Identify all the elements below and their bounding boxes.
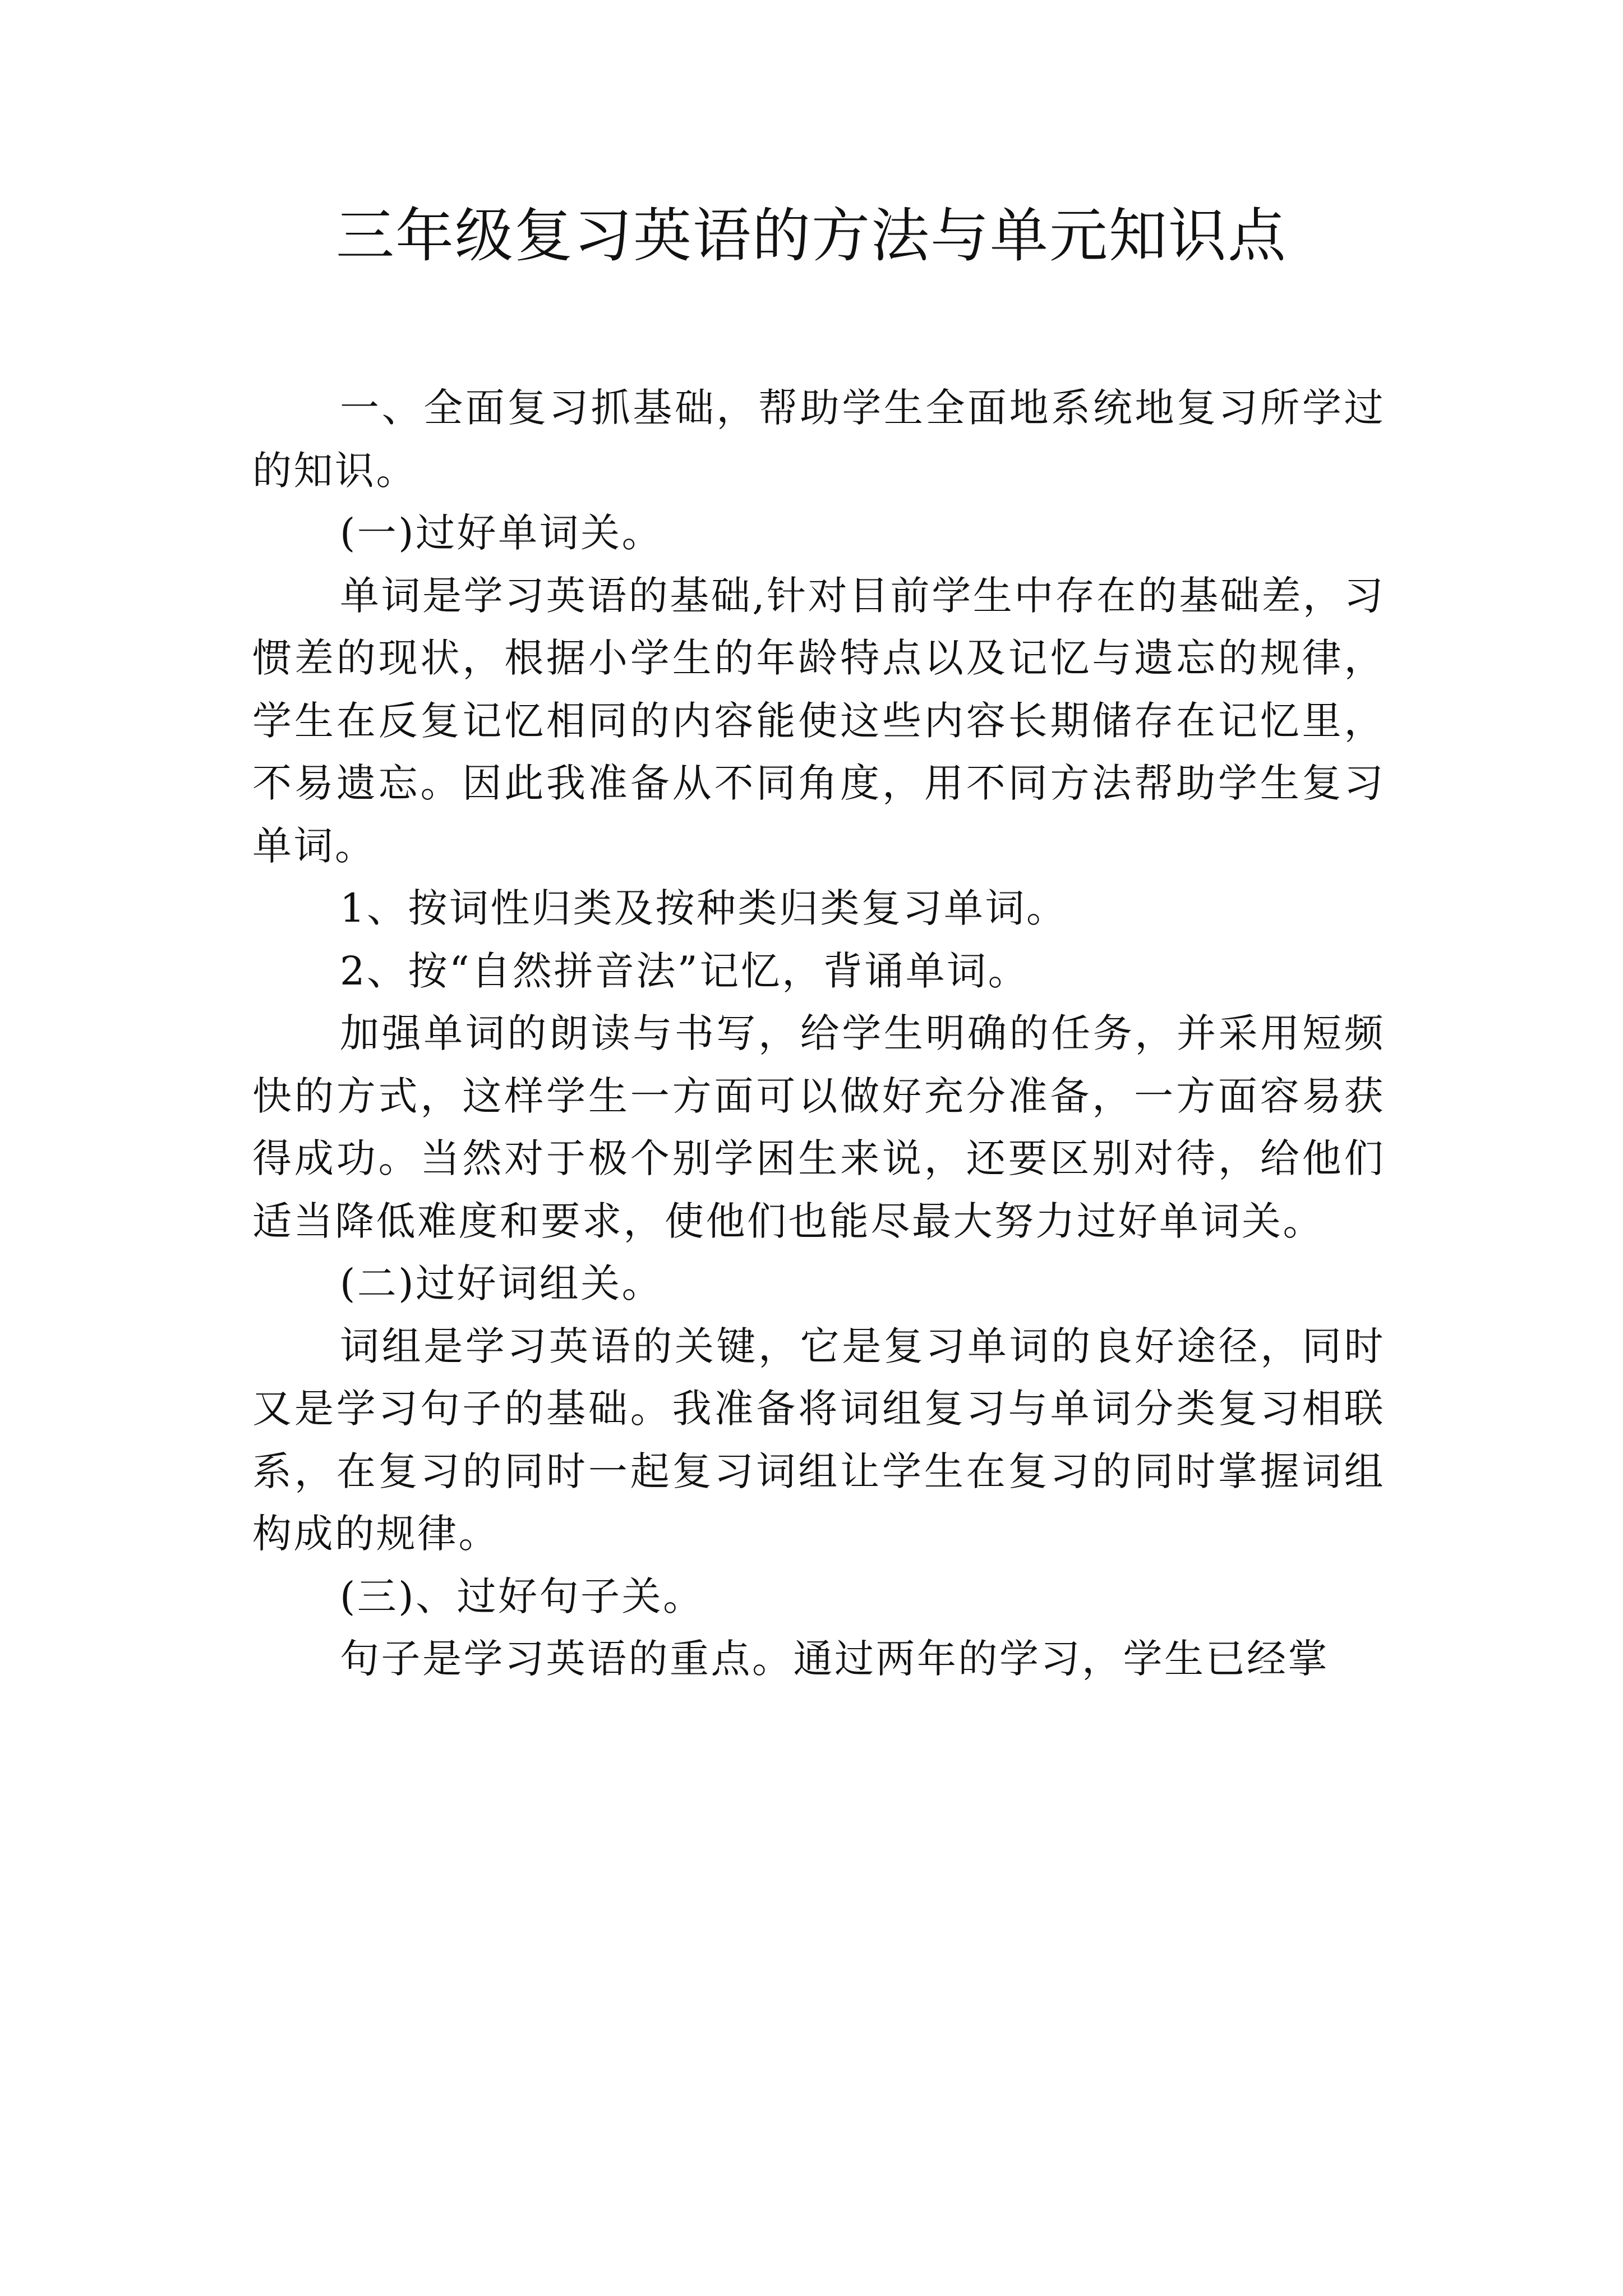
paragraph-section-one: 一、全面复习抓基础，帮助学生全面地系统地复习所学过的知识。 — [252, 385, 1385, 494]
paragraph-sentences: 句子是学习英语的重点。通过两年的学习，学生已经掌 — [340, 1636, 1329, 1682]
document-title: 三年级复习英语的方法与单元知识点 — [335, 201, 1287, 270]
document-body — [252, 377, 1385, 1691]
paragraph-words-intro: 单词是学习英语的基础,针对目前学生中存在的基础差，习惯差的现状，根据小学生的年龄特点以及记忆与遗忘的规律，学生在反复记忆相同的内容能使这些内容长期储存在记忆里，不易遗忘。因此我准备从不同角度，用不同方法帮助学生复习单词。 — [252, 572, 1385, 869]
paragraph-subheading-words: (一)过好单词关。 — [340, 510, 663, 556]
paragraph-method-two: 2、按“自然拼音法”记忆，背诵单词。 — [340, 947, 1030, 994]
paragraph-subheading-sentences: (三)、过好句子关。 — [340, 1573, 704, 1619]
paragraph-method-one: 1、按词性归类及按种类归类复习单词。 — [340, 885, 1068, 931]
paragraph-reading-writing: 加强单词的朗读与书写，给学生明确的任务，并采用短频快的方式，这样学生一方面可以做好充分准备，一方面容易获得成功。当然对于极个别学困生来说，还要区别对待，给他们适当降低难度和要求，使他们也能尽最大努力过好单词关。 — [252, 1010, 1385, 1244]
paragraph-subheading-phrases: (二)过好词组关。 — [340, 1260, 663, 1306]
paragraph-phrases: 词组是学习英语的关键，它是复习单词的良好途径，同时又是学习句子的基础。我准备将词组复习与单词分类复习相联系，在复习的同时一起复习词组让学生在复习的同时掌握词组构成的规律。 — [252, 1323, 1385, 1557]
